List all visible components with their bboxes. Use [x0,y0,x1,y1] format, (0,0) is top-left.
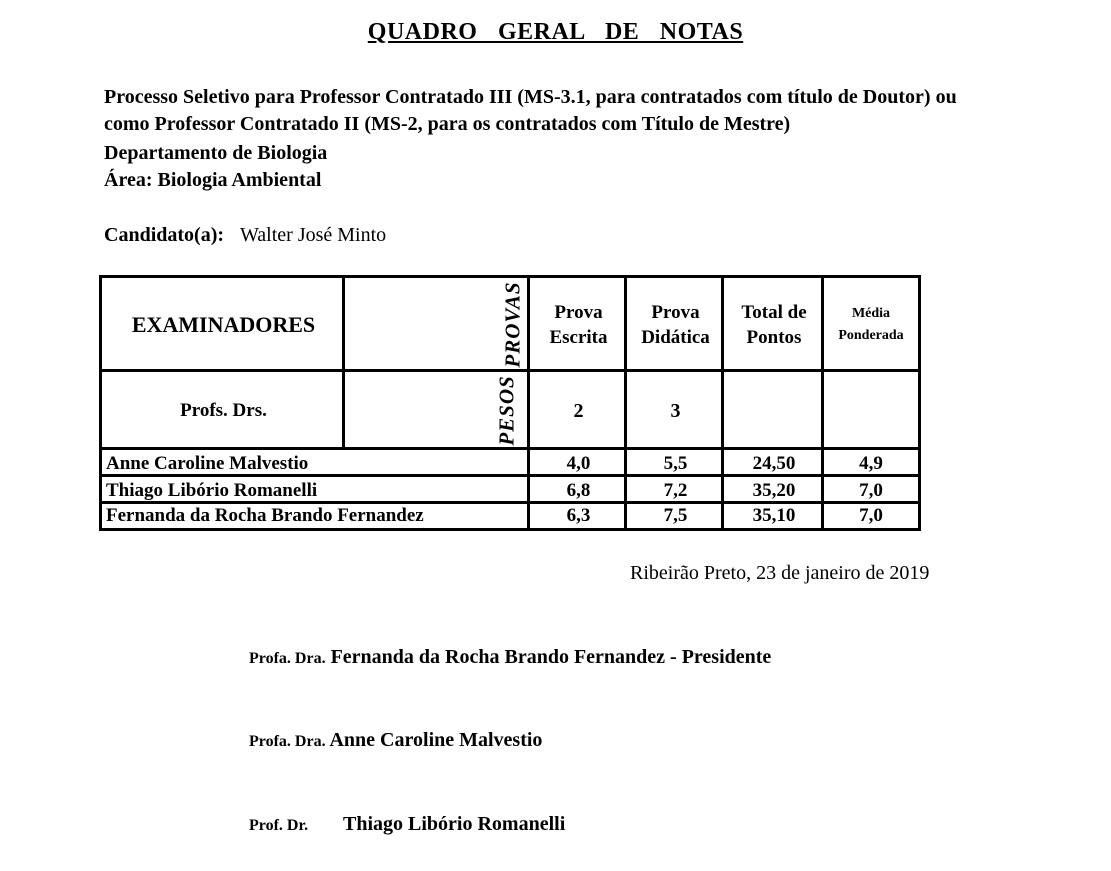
col-total-header [721,275,824,372]
signature-name: Anne Caroline Malvestio [329,729,543,751]
signature-title: Profa. Dra. [249,733,326,750]
col-total-l1: Total de [741,302,807,323]
pesos-label: PESOS [494,375,519,446]
process-line-1: Processo Seletivo para Professor Contratado III (MS-3.1, para contratados com título de Doutor) ou [104,86,957,108]
examiner-name-3: Fernanda da Rocha Brando Fernandez [99,501,530,531]
row3-escrita: 6,3 [527,501,627,531]
candidate-name: Walter José Minto [240,224,387,246]
row3-total: 35,10 [721,501,824,531]
row2-total: 35,20 [721,474,824,504]
row2-media: 7,0 [821,474,921,504]
profs-label: Profs. Drs. [99,369,345,450]
row1-escrita: 4,0 [527,447,627,477]
row1-media: 4,9 [821,447,921,477]
col-media-header [821,275,921,372]
col-didatica-l2: Didática [641,327,710,348]
process-description [104,84,957,138]
col-escrita-l2: Escrita [549,327,608,348]
signature-president [249,646,771,669]
pesos-cell [342,369,530,450]
department: Departamento de Biologia [104,142,328,164]
weight-media [821,369,921,450]
examiner-name-1: Anne Caroline Malvestio [99,447,530,477]
department-block [104,140,327,194]
candidate-label: Candidato(a): [104,224,225,246]
examiners-header: EXAMINADORES [99,275,345,372]
col-escrita-header [527,275,627,372]
col-total-l2: Pontos [746,327,802,348]
col-escrita-l1: Prova [554,302,603,323]
signature-name: Thiago Libório Romanelli [343,813,566,835]
signature-member-2 [249,813,565,836]
col-media-l2: Ponderada [838,328,904,343]
signature-title: Prof. Dr. [249,817,309,834]
signature-name: Fernanda da Rocha Brando Fernandez - Presidente [330,646,772,668]
process-line-2: como Professor Contratado II (MS-2, para os contratados com Título de Mestre) [104,113,791,135]
weight-total [721,369,824,450]
row1-didatica: 5,5 [624,447,724,477]
col-didatica-l1: Prova [651,302,700,323]
signature-member-1 [249,729,542,752]
row3-didatica: 7,5 [624,501,724,531]
row2-didatica: 7,2 [624,474,724,504]
col-didatica-header [624,275,724,372]
weight-didatica: 3 [624,369,724,450]
area: Área: Biologia Ambiental [104,169,322,191]
col-media-l1: Média [851,306,891,321]
row1-total: 24,50 [721,447,824,477]
date-line: Ribeirão Preto, 23 de janeiro de 2019 [630,562,930,584]
row2-escrita: 6,8 [527,474,627,504]
grades-table [99,275,921,531]
provas-cell [342,275,530,372]
examiner-name-2: Thiago Libório Romanelli [99,474,530,504]
provas-label: PROVAS [500,281,525,368]
signature-title: Profa. Dra. [249,650,326,667]
candidate-line [104,224,386,247]
row3-media: 7,0 [821,501,921,531]
page-title: QUADRO GERAL DE NOTAS [367,19,744,45]
weight-escrita: 2 [527,369,627,450]
